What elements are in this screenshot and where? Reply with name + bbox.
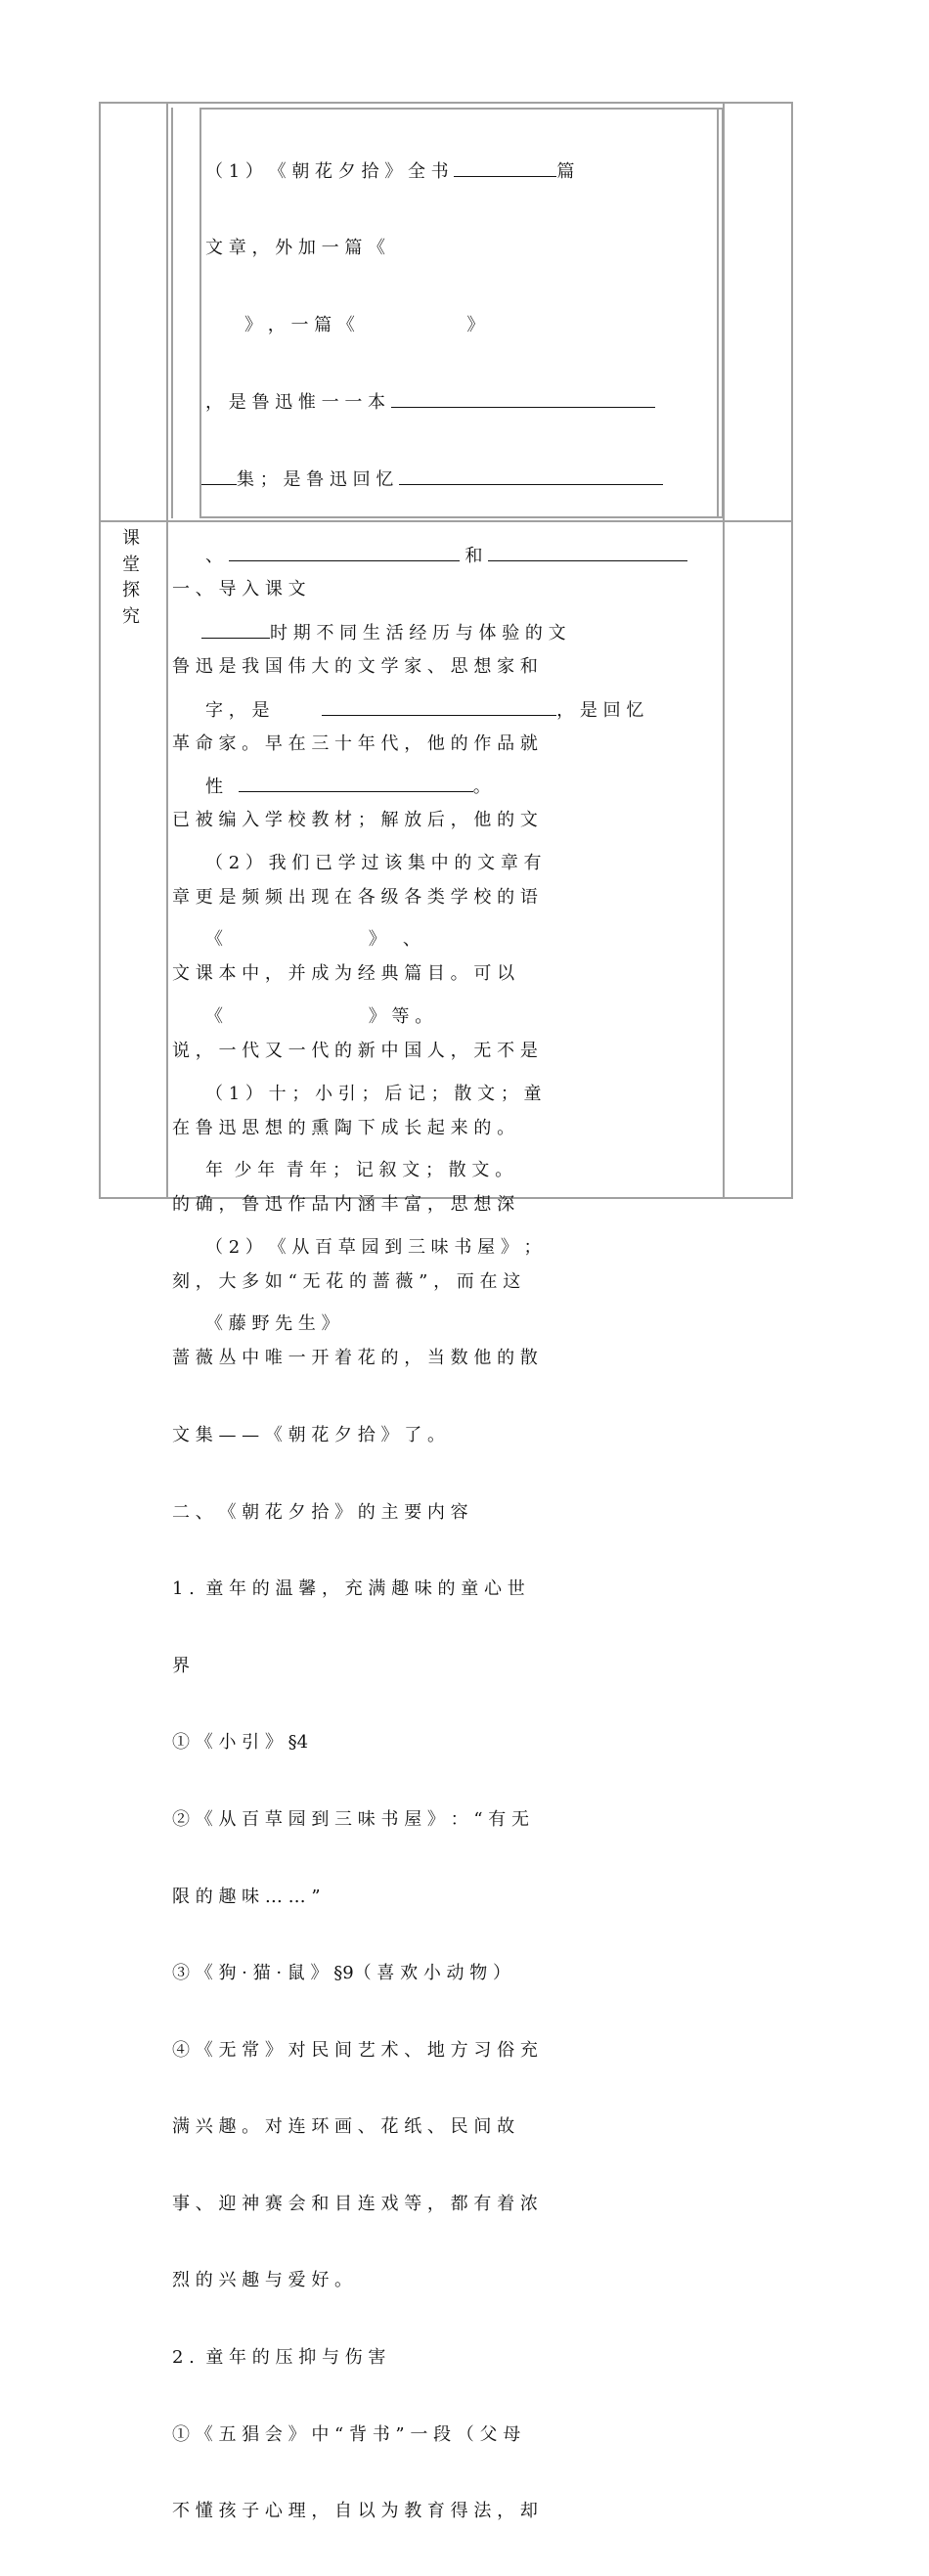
body-line: 在 鲁 迅 思 想 的 熏 陶 下 成 长 起 来 的 。 (172, 1117, 515, 1138)
section-label-char: 堂 (122, 554, 140, 575)
heading-line: 一 、 导 入 课 文 (172, 579, 306, 600)
list-item: 事 、 迎 神 赛 会 和 目 连 戏 等 ， 都 有 着 浓 (172, 2193, 538, 2214)
body-line: 说 ， 一 代 又 一 代 的 新 中 国 人 ， 无 不 是 (172, 1040, 538, 1061)
exercise-line: 、 和 (205, 543, 687, 568)
subheading-line: 界 (172, 1655, 190, 1676)
list-item: 满 兴 趣 。 对 连 环 画 、 花 纸 、 民 间 故 (172, 2116, 515, 2138)
answer-blank (399, 466, 663, 485)
heading-line: 二 、 《 朝 花 夕 拾 》 的 主 要 内 容 (172, 1501, 468, 1523)
section-label (118, 526, 144, 630)
exercise-line: （ 1 ） 《 朝 花 夕 拾 》 全 书 篇 (205, 158, 687, 184)
subheading-line: 2 . 童 年 的 压 抑 与 伤 害 (172, 2347, 386, 2369)
exercise-line: 文 章 ， 外 加 一 篇 《 (205, 238, 386, 258)
exercise-line: 时 期 不 同 生 活 经 历 与 体 验 的 文 (201, 620, 687, 645)
list-item: ③ 《 狗 · 猫 · 鼠 》 §9（ 喜 欢 小 动 物 ） (172, 1963, 510, 1984)
inner-right-border (717, 108, 719, 518)
list-item: 限 的 趣 味 … … ” (172, 1886, 321, 1907)
exercise-line: ， 是 鲁 迅 惟 一 一 本 (205, 389, 687, 415)
body-line: 文 集 — — 《 朝 花 夕 拾 》 了 。 (172, 1424, 445, 1445)
answer-line: 《 藤 野 先 生 》 (205, 1313, 339, 1335)
body-line: 的 确 ， 鲁 迅 作 品 内 涵 丰 富 ， 思 想 深 (172, 1194, 515, 1216)
exercise-line: 字 ， 是 ， 是 回 忆 (205, 697, 687, 723)
answer-blank (454, 158, 556, 177)
section-label-char: 究 (122, 605, 140, 627)
answer-line: 年 少 年 青 年 ； 记 叙 文 ； 散 文 。 (205, 1160, 513, 1181)
subheading-line: 1 . 童 年 的 温 馨 ， 充 满 趣 味 的 童 心 世 (172, 1578, 525, 1600)
exercise-line: 《 》 等 。 (205, 1005, 433, 1027)
body-line: 鲁 迅 是 我 国 伟 大 的 文 学 家 、 思 想 家 和 (172, 656, 538, 677)
table-divider-col1 (166, 102, 168, 1199)
list-item: ① 《 小 引 》 §4 (172, 1732, 309, 1754)
body-line: 已 被 编 入 学 校 教 材 ； 解 放 后 ， 他 的 文 (172, 810, 538, 831)
body-line: 刻 ， 大 多 如 “ 无 花 的 蔷 薇 ” ， 而 在 这 (172, 1270, 521, 1292)
exercise-line: 性 。 (205, 774, 687, 799)
list-item: ① 《 五 猖 会 》 中 “ 背 书 ” 一 段 （ 父 母 (172, 2423, 521, 2445)
list-item: 烈 的 兴 趣 与 爱 好 。 (172, 2270, 353, 2291)
list-item: ④ 《 无 常 》 对 民 间 艺 术 、 地 方 习 俗 充 (172, 2039, 538, 2061)
section-label-char: 课 (122, 528, 140, 549)
answer-blank (391, 389, 655, 408)
answer-line: （ 1 ） 十 ； 小 引 ； 后 记 ； 散 文 ； 童 (205, 1083, 542, 1104)
list-item: ② 《 从 百 草 园 到 三 味 书 屋 》 ： “ 有 无 (172, 1808, 530, 1830)
inner-left-border (171, 108, 173, 518)
body-line: 蔷 薇 丛 中 唯 一 开 着 花 的 ， 当 数 他 的 散 (172, 1348, 538, 1369)
section-label-char: 探 (122, 580, 140, 600)
list-item: 不 懂 孩 子 心 理 ， 自 以 为 教 育 得 法 ， 却 (172, 2501, 538, 2522)
answer-blank (201, 466, 237, 485)
body-line: 革 命 家 。 早 在 三 十 年 代 ， 他 的 作 品 就 (172, 733, 538, 754)
lesson-body (172, 526, 538, 2576)
body-line: 文 课 本 中 ， 并 成 为 经 典 篇 目 。 可 以 (172, 963, 515, 985)
body-line: 章 更 是 频 频 出 现 在 各 级 各 类 学 校 的 语 (172, 886, 538, 908)
answer-line: （ 2 ） 《 从 百 草 园 到 三 味 书 屋 》 ； (205, 1236, 542, 1258)
exercise-line: 集 ； 是 鲁 迅 回 忆 (201, 466, 687, 492)
exercise-line: 《 》 、 (205, 929, 420, 951)
exercise-line: 》 ， 一 篇 《 》 (244, 314, 485, 335)
exercise-line: （ 2 ） 我 们 已 学 过 该 集 中 的 文 章 有 (205, 852, 542, 873)
